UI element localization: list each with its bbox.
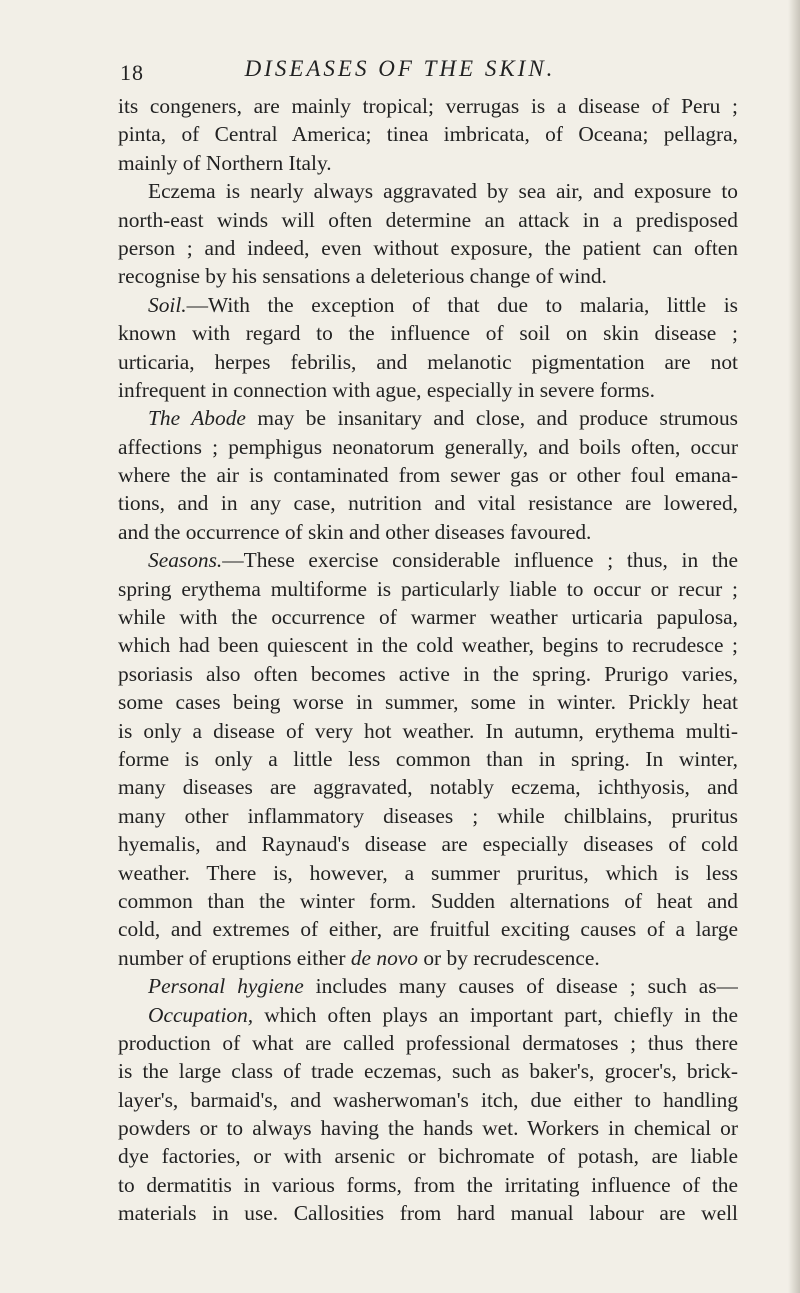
text-line: many diseases are aggravated, notably eczema, ichthyosis, and [118,775,738,800]
section-heading-personal-hygiene: Personal hygiene [148,974,304,999]
running-title: DISEASES OF THE SKIN. [244,56,556,81]
text-line: north-east winds will often determine an attack in a predisposed [118,207,738,232]
text-line: urticaria, herpes febrilis, and melanotic pigmentation are not [118,349,738,374]
text-line: common than the winter form. Sudden alternations of heat and [118,888,738,913]
text-line: materials in use. Callosities from hard manual labour are well [118,1201,738,1226]
body-text [118,92,738,1228]
latin-phrase: de novo [350,945,418,970]
text-line: Eczema is nearly always aggravated by sea air, and exposure to [148,179,738,204]
text-line: mainly of Northern Italy. [118,150,332,175]
text-line: many other inflammatory diseases ; while chilblains, pruritus [118,803,738,828]
text-span: may be insanitary and close, and produce strumous [245,406,738,431]
text-line: and the occurrence of skin and other diseases favoured. [118,519,592,544]
text-line: is only a disease of very hot weather. In autumn, erythema multi- [118,718,738,743]
text-line: dye factories, or with arsenic or bichromate of potash, are liable [118,1144,738,1169]
text-line: layer's, barmaid's, and washerwoman's itch, due either to handling [118,1087,738,1112]
text-line: recognise by his sensations a deleterious change of wind. [118,264,607,289]
text-line: psoriasis also often becomes active in the spring. Prurigo varies, [118,661,738,686]
page-number: 18 [120,60,144,85]
page-header [0,52,800,85]
text-line: forme is only a little less common than in spring. In winter, [118,746,738,771]
text-line [118,546,738,574]
subheading-occupation: Occupation, [148,1002,254,1027]
text-line: tions, and in any case, nutrition and vital resistance are lowered, [118,491,738,516]
text-line: spring erythema multiforme is particularly liable to occur or recur ; [118,576,738,601]
text-line [118,944,738,972]
section-heading-soil: Soil. [148,292,187,317]
text-span: includes many causes of disease ; such as— [303,974,738,999]
text-line: infrequent in connection with ague, especially in severe forms. [118,377,655,402]
text-span: —These exercise considerable influence ; thus, in the [222,548,738,573]
text-line: known with regard to the influence of soil on skin disease ; [118,321,738,346]
text-line: to dermatitis in various forms, from the irritating influence of the [118,1172,738,1197]
text-line: is the large class of trade eczemas, such as baker's, grocer's, brick- [118,1059,738,1084]
text-line [118,404,738,432]
text-span: or by recrudescence. [417,945,600,970]
text-line [118,1001,738,1029]
text-line: cold, and extremes of either, are fruitful exciting causes of a large [118,917,738,942]
text-line: person ; and indeed, even without exposure, the patient can often [118,235,738,260]
text-line: powders or to always having the hands wet. Workers in chemical or [118,1116,738,1141]
text-span: which often plays an important part, chiefly in the [253,1002,738,1027]
text-line: production of what are called professional dermatoses ; thus there [118,1030,738,1055]
text-line: which had been quiescent in the cold weather, begins to recrudesce ; [118,633,738,658]
text-line [118,972,738,1000]
text-line: some cases being worse in summer, some in winter. Prickly heat [118,690,738,715]
text-line: weather. There is, however, a summer pruritus, which is less [118,860,738,885]
text-line: while with the occurrence of warmer weather urticaria papulosa, [118,605,738,630]
text-line: pinta, of Central America; tinea imbricata, of Oceana; pellagra, [118,122,738,147]
text-line: where the air is contaminated from sewer gas or other foul emana- [118,463,738,488]
text-line [118,291,738,319]
text-line: its congeners, are mainly tropical; verrugas is a disease of Peru ; [118,94,738,118]
text-line: affections ; pemphigus neonatorum generally, and boils often, occur [118,434,738,459]
section-heading-abode: The Abode [148,406,246,431]
section-heading-seasons: Seasons. [148,548,223,573]
text-span: number of eruptions either [118,945,351,970]
text-line: hyemalis, and Raynaud's disease are especially diseases of cold [118,832,738,857]
page-edge-shadow [788,0,800,1293]
text-span: —With the exception of that due to malaria, little is [186,292,738,317]
